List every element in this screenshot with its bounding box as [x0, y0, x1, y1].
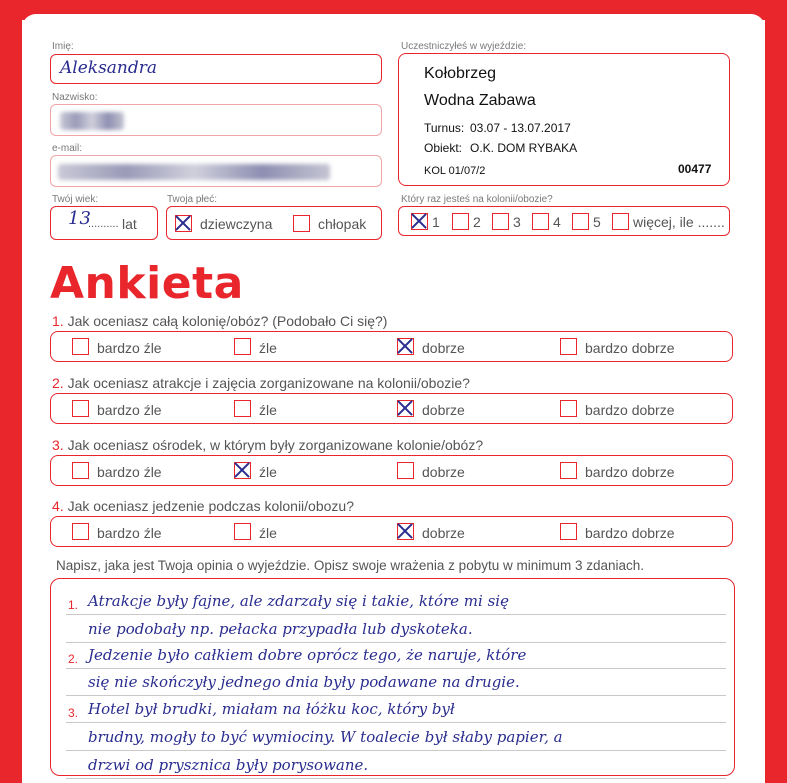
- gender-checkbox-boy[interactable]: [293, 215, 310, 232]
- answer-label: bardzo dobrze: [585, 340, 675, 356]
- answer-checkbox[interactable]: [234, 338, 251, 355]
- obiekt-label: Obiekt:: [424, 141, 463, 155]
- question-text: Jak oceniasz atrakcje i zajęcia zorganizowane na kolonii/obozie?: [67, 375, 470, 391]
- answer-label: bardzo źle: [97, 340, 162, 356]
- answer-checkbox[interactable]: [397, 338, 414, 355]
- writing-line: [66, 778, 726, 779]
- trip-label: Uczestniczyłeś w wyjeździe:: [401, 41, 527, 52]
- handwritten-line: się nie skończyły jednego dnia były podawane na drugie.: [88, 673, 520, 691]
- answer-checkbox[interactable]: [397, 462, 414, 479]
- email-label: e-mail:: [52, 143, 83, 154]
- opinion-number: 2.: [68, 652, 79, 666]
- turnus-value: 03.07 - 13.07.2017: [470, 121, 571, 135]
- answer-label: źle: [259, 464, 277, 480]
- answer-checkbox[interactable]: [560, 400, 577, 417]
- times-checkbox-2[interactable]: [452, 213, 469, 230]
- times-option-1: 1: [432, 214, 440, 230]
- answer-label: bardzo źle: [97, 402, 162, 418]
- email-redacted: [58, 164, 330, 180]
- handwritten-line: drzwi od prysznica były porysowane.: [88, 756, 369, 774]
- answer-label: dobrze: [422, 340, 465, 356]
- writing-line: [66, 750, 726, 751]
- question-number: 2.: [52, 375, 64, 391]
- handwritten-line: brudny, mogły to być wymiociny. W toalecie był słaby papier, a: [88, 728, 563, 746]
- question-number: 3.: [52, 437, 64, 453]
- question-text: Jak oceniasz ośrodek, w którym były zorganizowane kolonie/obóz?: [67, 437, 484, 453]
- answer-label: źle: [259, 525, 277, 541]
- answer-label: dobrze: [422, 402, 465, 418]
- times-option-2: 2: [473, 214, 481, 230]
- obiekt-value: O.K. DOM RYBAKA: [470, 141, 578, 155]
- gender-checkbox-girl[interactable]: [175, 215, 192, 232]
- answer-checkbox[interactable]: [397, 400, 414, 417]
- question-number: 4.: [52, 498, 64, 514]
- age-unit: lat: [122, 216, 137, 232]
- handwritten-line: Atrakcje były fajne, ale zdarzały się i takie, które mi się: [88, 592, 509, 610]
- answer-label: bardzo dobrze: [585, 464, 675, 480]
- writing-line: [66, 642, 726, 643]
- question-number: 1.: [52, 313, 64, 329]
- times-checkbox-5[interactable]: [572, 213, 589, 230]
- answer-checkbox[interactable]: [234, 462, 251, 479]
- answer-label: dobrze: [422, 525, 465, 541]
- question-text: Jak oceniasz jedzenie podczas kolonii/obozu?: [67, 498, 354, 514]
- gender-option-girl: dziewczyna: [200, 216, 273, 232]
- times-option-4: 4: [553, 214, 561, 230]
- times-label: Który raz jesteś na kolonii/obozie?: [401, 194, 553, 205]
- handwritten-line: nie podobały np. pełacka przypadła lub dyskoteka.: [88, 620, 473, 638]
- question-2: [52, 375, 470, 391]
- question-1: [52, 313, 387, 329]
- times-option-3: 3: [513, 214, 521, 230]
- answer-checkbox[interactable]: [234, 523, 251, 540]
- gender-option-boy: chłopak: [318, 216, 367, 232]
- answer-checkbox[interactable]: [72, 462, 89, 479]
- answer-checkbox[interactable]: [560, 338, 577, 355]
- writing-line: [66, 614, 726, 615]
- answer-label: dobrze: [422, 464, 465, 480]
- answer-checkbox[interactable]: [560, 523, 577, 540]
- question-3: [52, 437, 483, 453]
- writing-line: [66, 668, 726, 669]
- times-checkbox-3[interactable]: [492, 213, 509, 230]
- surname-label: Nazwisko:: [52, 92, 98, 103]
- age-label: Twój wiek:: [52, 194, 99, 205]
- trip-number: 00477: [678, 162, 712, 176]
- surname-redacted: [60, 112, 124, 130]
- answer-checkbox[interactable]: [72, 523, 89, 540]
- opinion-number: 3.: [68, 706, 79, 720]
- opinion-prompt: Napisz, jaka jest Twoja opinia o wyjeździe. Opisz swoje wrażenia z pobytu w minimum 3 zdaniach.: [56, 558, 645, 573]
- handwritten-line: Hotel był brudki, miałam na łóżku koc, który był: [88, 700, 455, 718]
- answer-checkbox[interactable]: [560, 462, 577, 479]
- turnus-label: Turnus:: [424, 121, 465, 135]
- answer-checkbox[interactable]: [397, 523, 414, 540]
- age-dots: ..........: [88, 218, 119, 230]
- writing-line: [66, 695, 726, 696]
- frame-left: [0, 0, 22, 783]
- gender-label: Twoja płeć:: [167, 194, 218, 205]
- answer-label: bardzo dobrze: [585, 525, 675, 541]
- opinion-number: 1.: [68, 598, 79, 612]
- question-4: [52, 498, 354, 514]
- times-checkbox-1[interactable]: [411, 213, 428, 230]
- name-value: Aleksandra: [60, 58, 158, 78]
- answer-label: bardzo źle: [97, 464, 162, 480]
- answer-label: bardzo dobrze: [585, 402, 675, 418]
- answer-label: źle: [259, 340, 277, 356]
- survey-title: Ankieta: [50, 258, 244, 309]
- age-value: 13: [68, 208, 91, 229]
- answer-checkbox[interactable]: [234, 400, 251, 417]
- handwritten-line: Jedzenie było całkiem dobre oprócz tego, że naruje, które: [88, 646, 527, 664]
- trip-city: Kołobrzeg: [424, 65, 497, 82]
- answer-label: bardzo źle: [97, 525, 162, 541]
- writing-line: [66, 722, 726, 723]
- trip-name: Wodna Zabawa: [424, 92, 536, 109]
- times-option-more: więcej, ile .......: [633, 214, 725, 230]
- name-label: Imię:: [52, 41, 74, 52]
- question-text: Jak oceniasz całą kolonię/obóz? (Podobało Ci się?): [67, 313, 388, 329]
- times-checkbox-more[interactable]: [612, 213, 629, 230]
- frame-right: [765, 0, 787, 783]
- answer-checkbox[interactable]: [72, 400, 89, 417]
- times-checkbox-4[interactable]: [532, 213, 549, 230]
- trip-code: KOL 01/07/2: [424, 165, 486, 177]
- answer-label: źle: [259, 402, 277, 418]
- times-option-5: 5: [593, 214, 601, 230]
- answer-checkbox[interactable]: [72, 338, 89, 355]
